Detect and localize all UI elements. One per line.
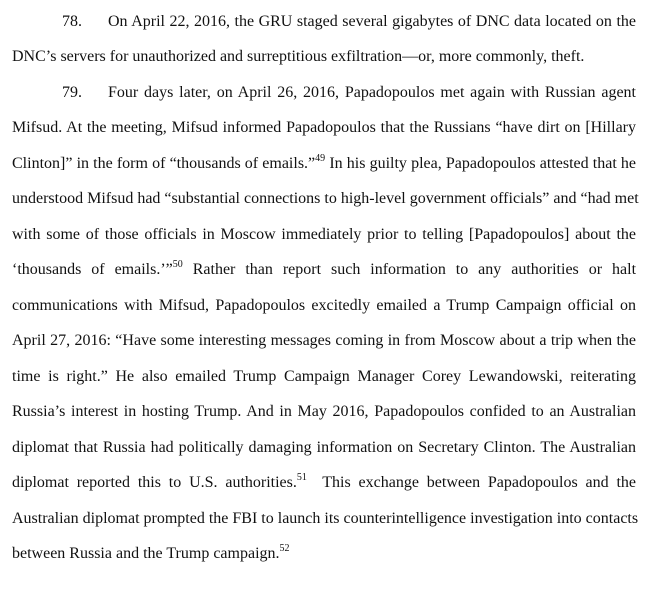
paragraph-79-line-2: Mifsud. At the meeting, Mifsud informed Papadopoulos that the Russians “have dirt on [Hillary — [12, 119, 636, 136]
paragraph-79-line-6: ‘thousands of emails.’”$^{50}$ Rather than report such information to any authorities or halt — [12, 258, 637, 278]
paragraph-79-line-10: Russia’s interest in hosting Trump. And in May 2016, Papadopoulos confided to an Australian — [12, 403, 636, 420]
footnote-ref-52[interactable]: 52 — [279, 542, 290, 554]
footnote-ref-49[interactable]: 49 — [315, 152, 326, 164]
paragraph-79-line-9: time is right.” He also emailed Trump Campaign Manager Corey Lewandowski, reiterating — [12, 368, 636, 385]
paragraph-79-line-1: 79. Four days later, on April 26, 2016, Papadopoulos met again with Russian agent — [62, 84, 636, 101]
footnote-ref-50[interactable]: 50 — [172, 258, 183, 270]
paragraph-79-line-11: diplomat that Russia had politically damaging information on Secretary Clinton. The Australian — [12, 439, 636, 456]
paragraph-79-line-4: understood Mifsud had “substantial connections to high-level government officials” and “had met — [12, 190, 639, 207]
paragraph-78-line-2: DNC’s servers for unauthorized and surreptitious exfiltration—or, more commonly, theft. — [12, 48, 585, 65]
paragraph-79-line-13: Australian diplomat prompted the FBI to launch its counterintelligence investigation into contacts — [12, 510, 639, 527]
footnote-ref-51[interactable]: 51 — [296, 471, 307, 483]
paragraph-number: 78. — [62, 13, 82, 30]
paragraph-79-line-14: between Russia and the Trump campaign.$^{52}$ — [12, 542, 290, 562]
paragraph-79-line-12: diplomat reported this to U.S. authorities.$^{51}$ This exchange between Papadopoulos and the — [12, 471, 636, 491]
paragraph-79-line-8: April 27, 2016: “Have some interesting messages coming in from Moscow about a trip when the — [12, 332, 636, 349]
paragraph-79-line-7: communications with Mifsud, Papadopoulos excitedly emailed a Trump Campaign official on — [12, 297, 636, 314]
paragraph-number: 79. — [62, 84, 82, 101]
paragraph-79-line-3: Clinton]” in the form of “thousands of emails.”$^{49}$ In his guilty plea, Papadopoulos attested that he — [12, 152, 637, 172]
paragraph-79-line-5: with some of those officials in Moscow immediately prior to telling [Papadopoulos] about the — [12, 226, 636, 243]
paragraph-78-line-1: 78. On April 22, 2016, the GRU staged several gigabytes of DNC data located on the — [62, 13, 636, 30]
